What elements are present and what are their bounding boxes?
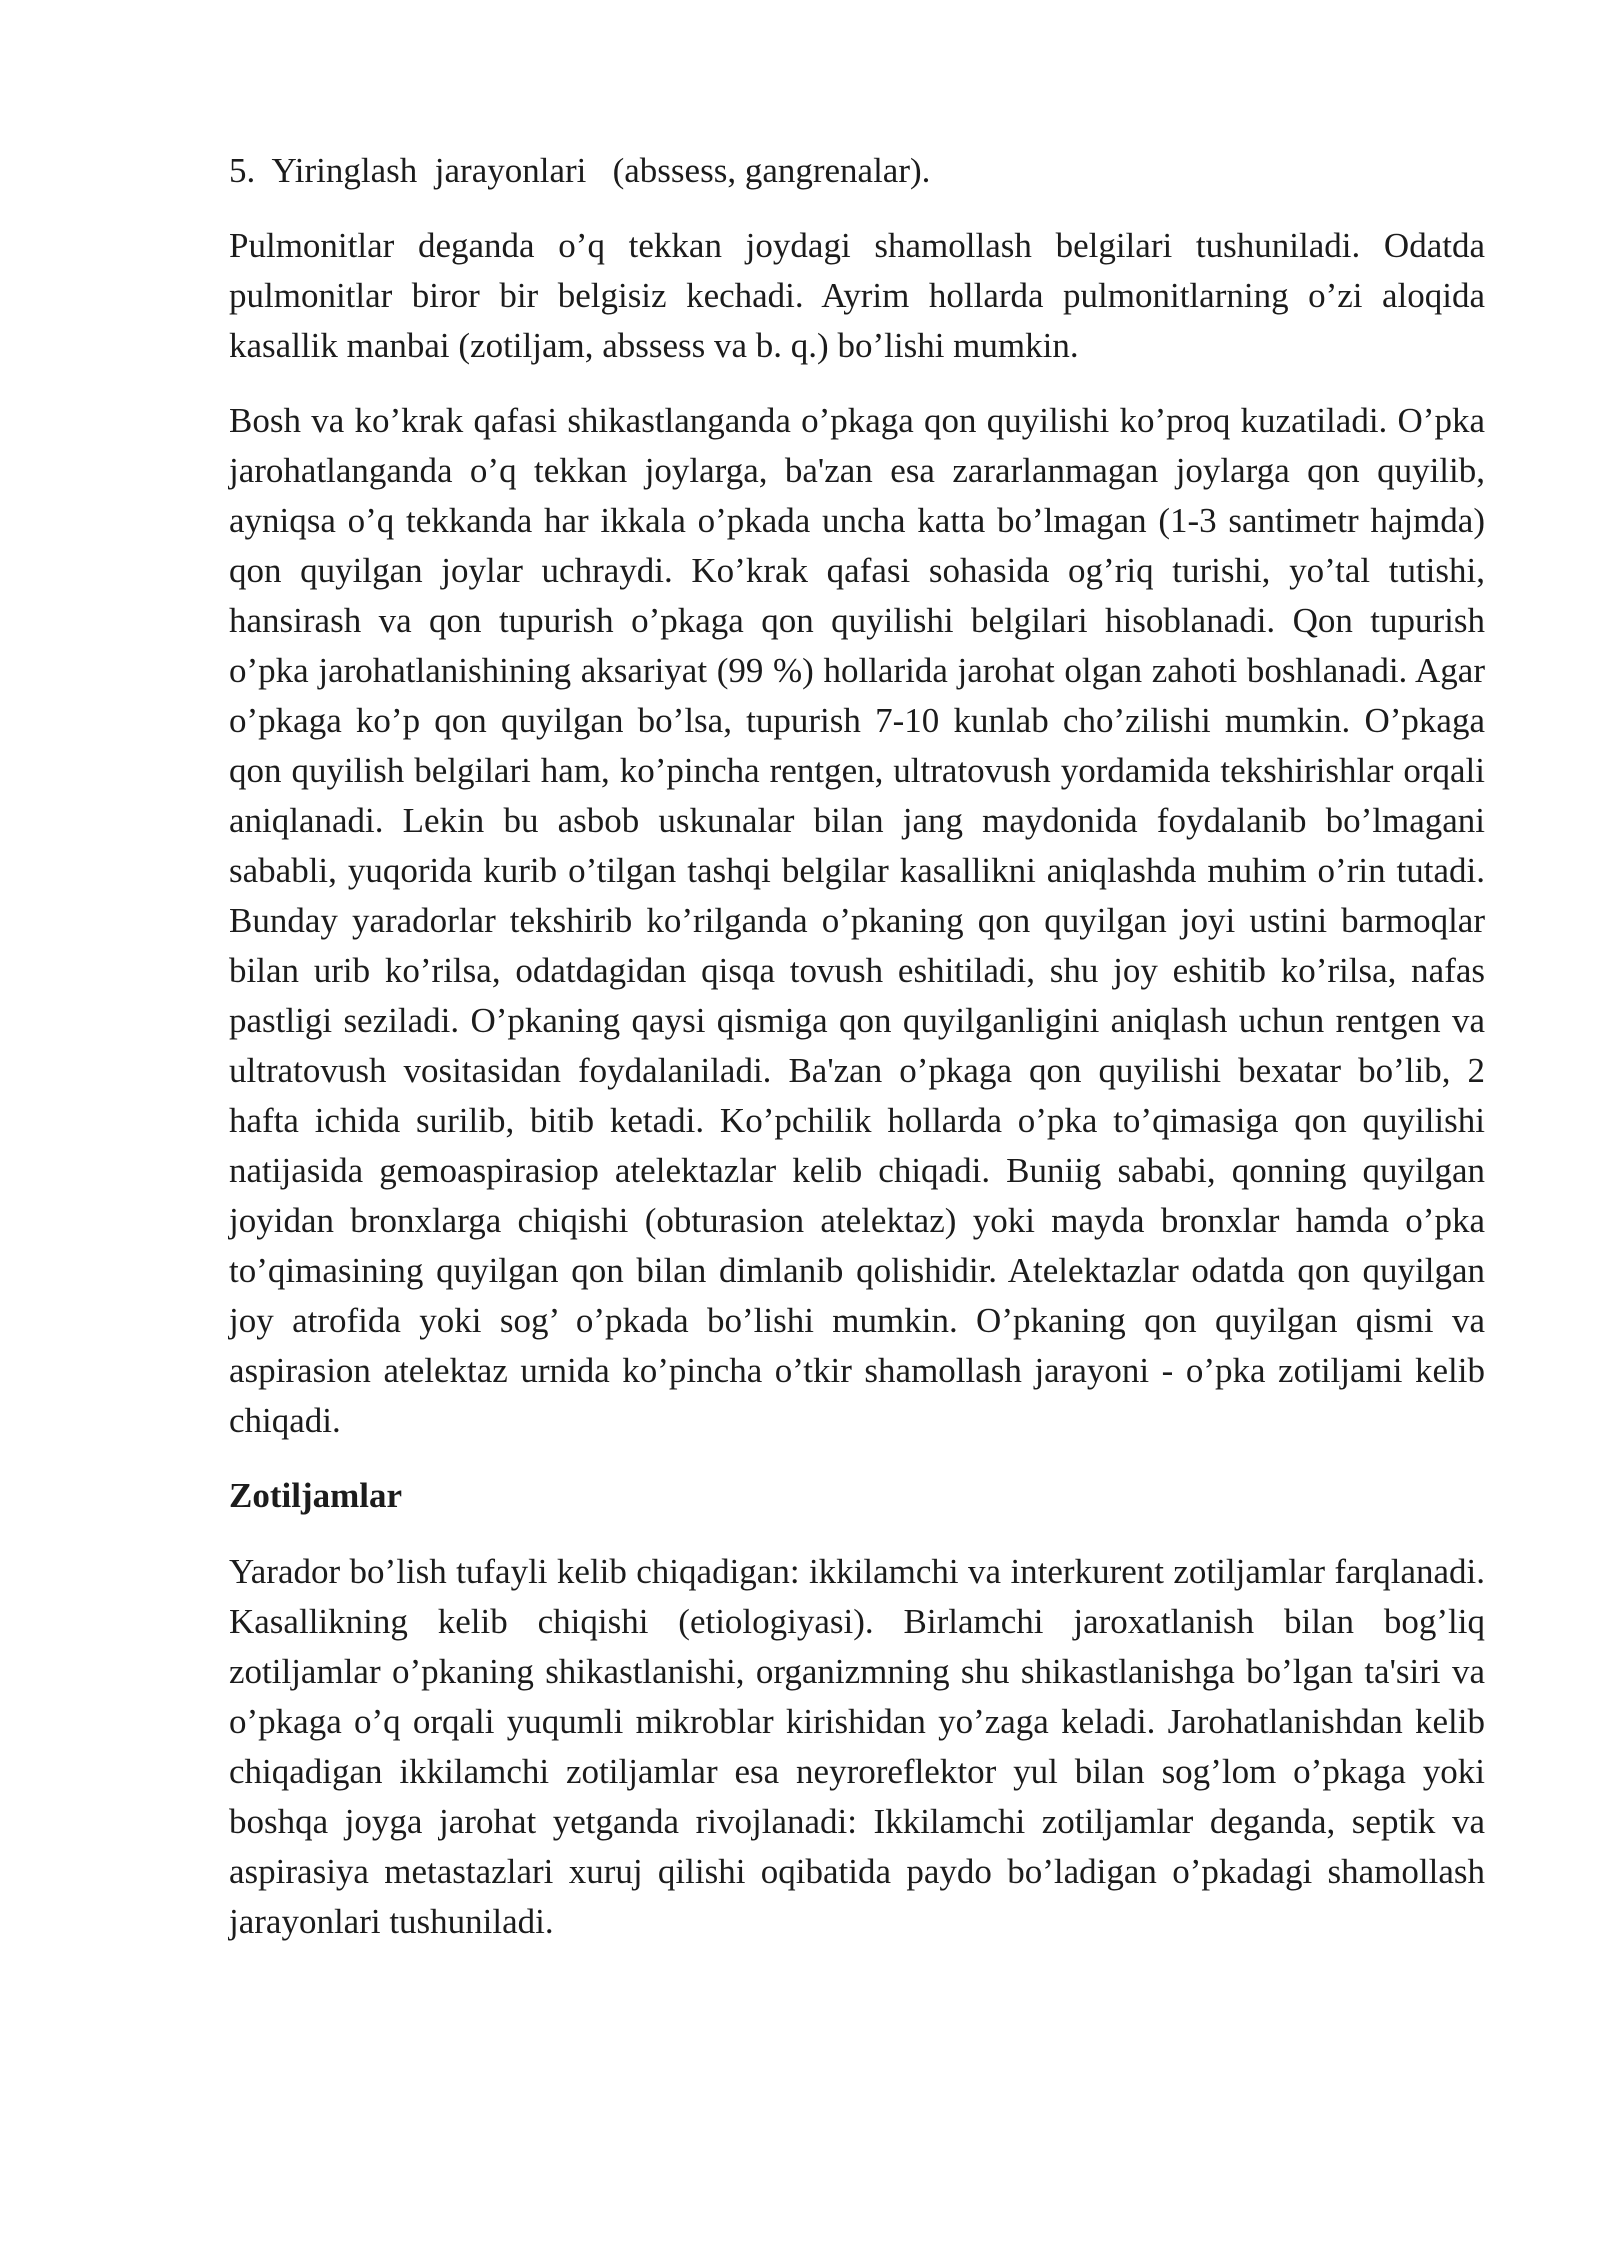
paragraph-zotiljamlar: Yarador bo’lish tufayli kelib chiqadigan: ikkilamchi va interkurent zotiljamlar farqlanadi. Kasallikning kelib chiqishi (etiologiyasi). Birlamchi jaroxatlanish bilan bog’liq zotiljamlar o’pkaning shikastlanishi, organizmning shu shikastlanishga bo’lgan ta'siri va o’pkaga o’q orqali yuqumli mikroblar kirishidan yo’zaga keladi. Jarohatlanishdan kelib chiqadigan ikkilamchi zotiljamlar esa neyroreflektor yul bilan sog’lom o’pkaga yoki boshqa joyga jarohat yetganda rivojlanadi: Ikkilamchi zotiljamlar deganda, septik va aspirasiya metastazlari xuruj qilishi oqibatida paydo bo’ladigan o’pkadagi shamollash jarayonlari tushuniladi. [229, 1552, 1485, 1941]
document-page [229, 146, 1485, 1972]
section-heading-zotiljamlar: Zotiljamlar [229, 1476, 403, 1515]
paragraph-qon-quyilishi: Bosh va ko’krak qafasi shikastlanganda o’pkaga qon quyilishi ko’proq kuzatiladi. O’pka jarohatlanganda o’q tekkan joylarga, ba'zan esa zararlanmagan joylarga qon quyilib, ayniqsa o’q tekkanda har ikkala o’pkada uncha katta bo’lmagan (1-3 santimetr hajmda) qon quyilgan joylar uchraydi. Ko’krak qafasi sohasida og’riq turishi, yo’tal tutishi, hansirash va qon tupurish o’pkaga qon quyilishi belgilari hisoblanadi. Qon tupurish o’pka jarohatlanishining aksariyat (99 %) hollarida jarohat olgan zahoti boshlanadi. Agar o’pkaga ko’p qon quyilgan bo’lsa, tupurish 7-10 kunlab cho’zilishi mumkin. O’pkaga qon quyilish belgilari ham, ko’pincha rentgen, ultratovush yordamida tekshirishlar orqali aniqlanadi. Lekin bu asbob uskunalar bilan jang maydonida foydalanib bo’lmagani sababli, yuqorida kurib o’tilgan tashqi belgilar kasallikni aniqlashda muhim o’rin tutadi. Bunday yaradorlar tekshirib ko’rilganda o’pkaning qon quyilgan joyi ustini barmoqlar bilan urib ko’rilsa, odatdagidan qisqa tovush eshitiladi, shu joy eshitib ko’rilsa, nafas pastligi seziladi. O’pkaning qaysi qismiga qon quyilganligini aniqlash uchun rentgen va ultratovush vositasidan foydalaniladi. Ba'zan o’pkaga qon quyilishi bexatar bo’lib, 2 hafta ichida surilib, bitib ketadi. Ko’pchilik hollarda o’pka to’qimasiga qon quyilishi natijasida gemoaspirasiop atelektazlar kelib chiqadi. Buniig sababi, qonning quyilgan joyidan bronxlarga chiqishi (obturasion atelektaz) yoki mayda bronxlar hamda o’pka to’qimasining quyilgan qon bilan dimlanib qolishidir. Atelektazlar odatda qon quyilgan joy atrofida yoki sog’ o’pkada bo’lishi mumkin. O’pkaning qon quyilgan qismi va aspirasion atelektaz urnida ko’pincha o’tkir shamollash jarayoni - o’pka zotiljami kelib chiqadi. [229, 401, 1485, 1440]
paragraph-pulmonitlar: Pulmonitlar deganda o’q tekkan joydagi shamollash belgilari tushuniladi. Odatda pulmonitlar biror bir belgisiz kechadi. Ayrim hollarda pulmonitlarning o’zi aloqida kasallik manbai (zotiljam, abssess va b. q.) bo’lishi mumkin. [229, 226, 1485, 365]
list-item-5: 5. Yiringlash jarayonlari (abssess, gangrenalar). [229, 151, 931, 190]
